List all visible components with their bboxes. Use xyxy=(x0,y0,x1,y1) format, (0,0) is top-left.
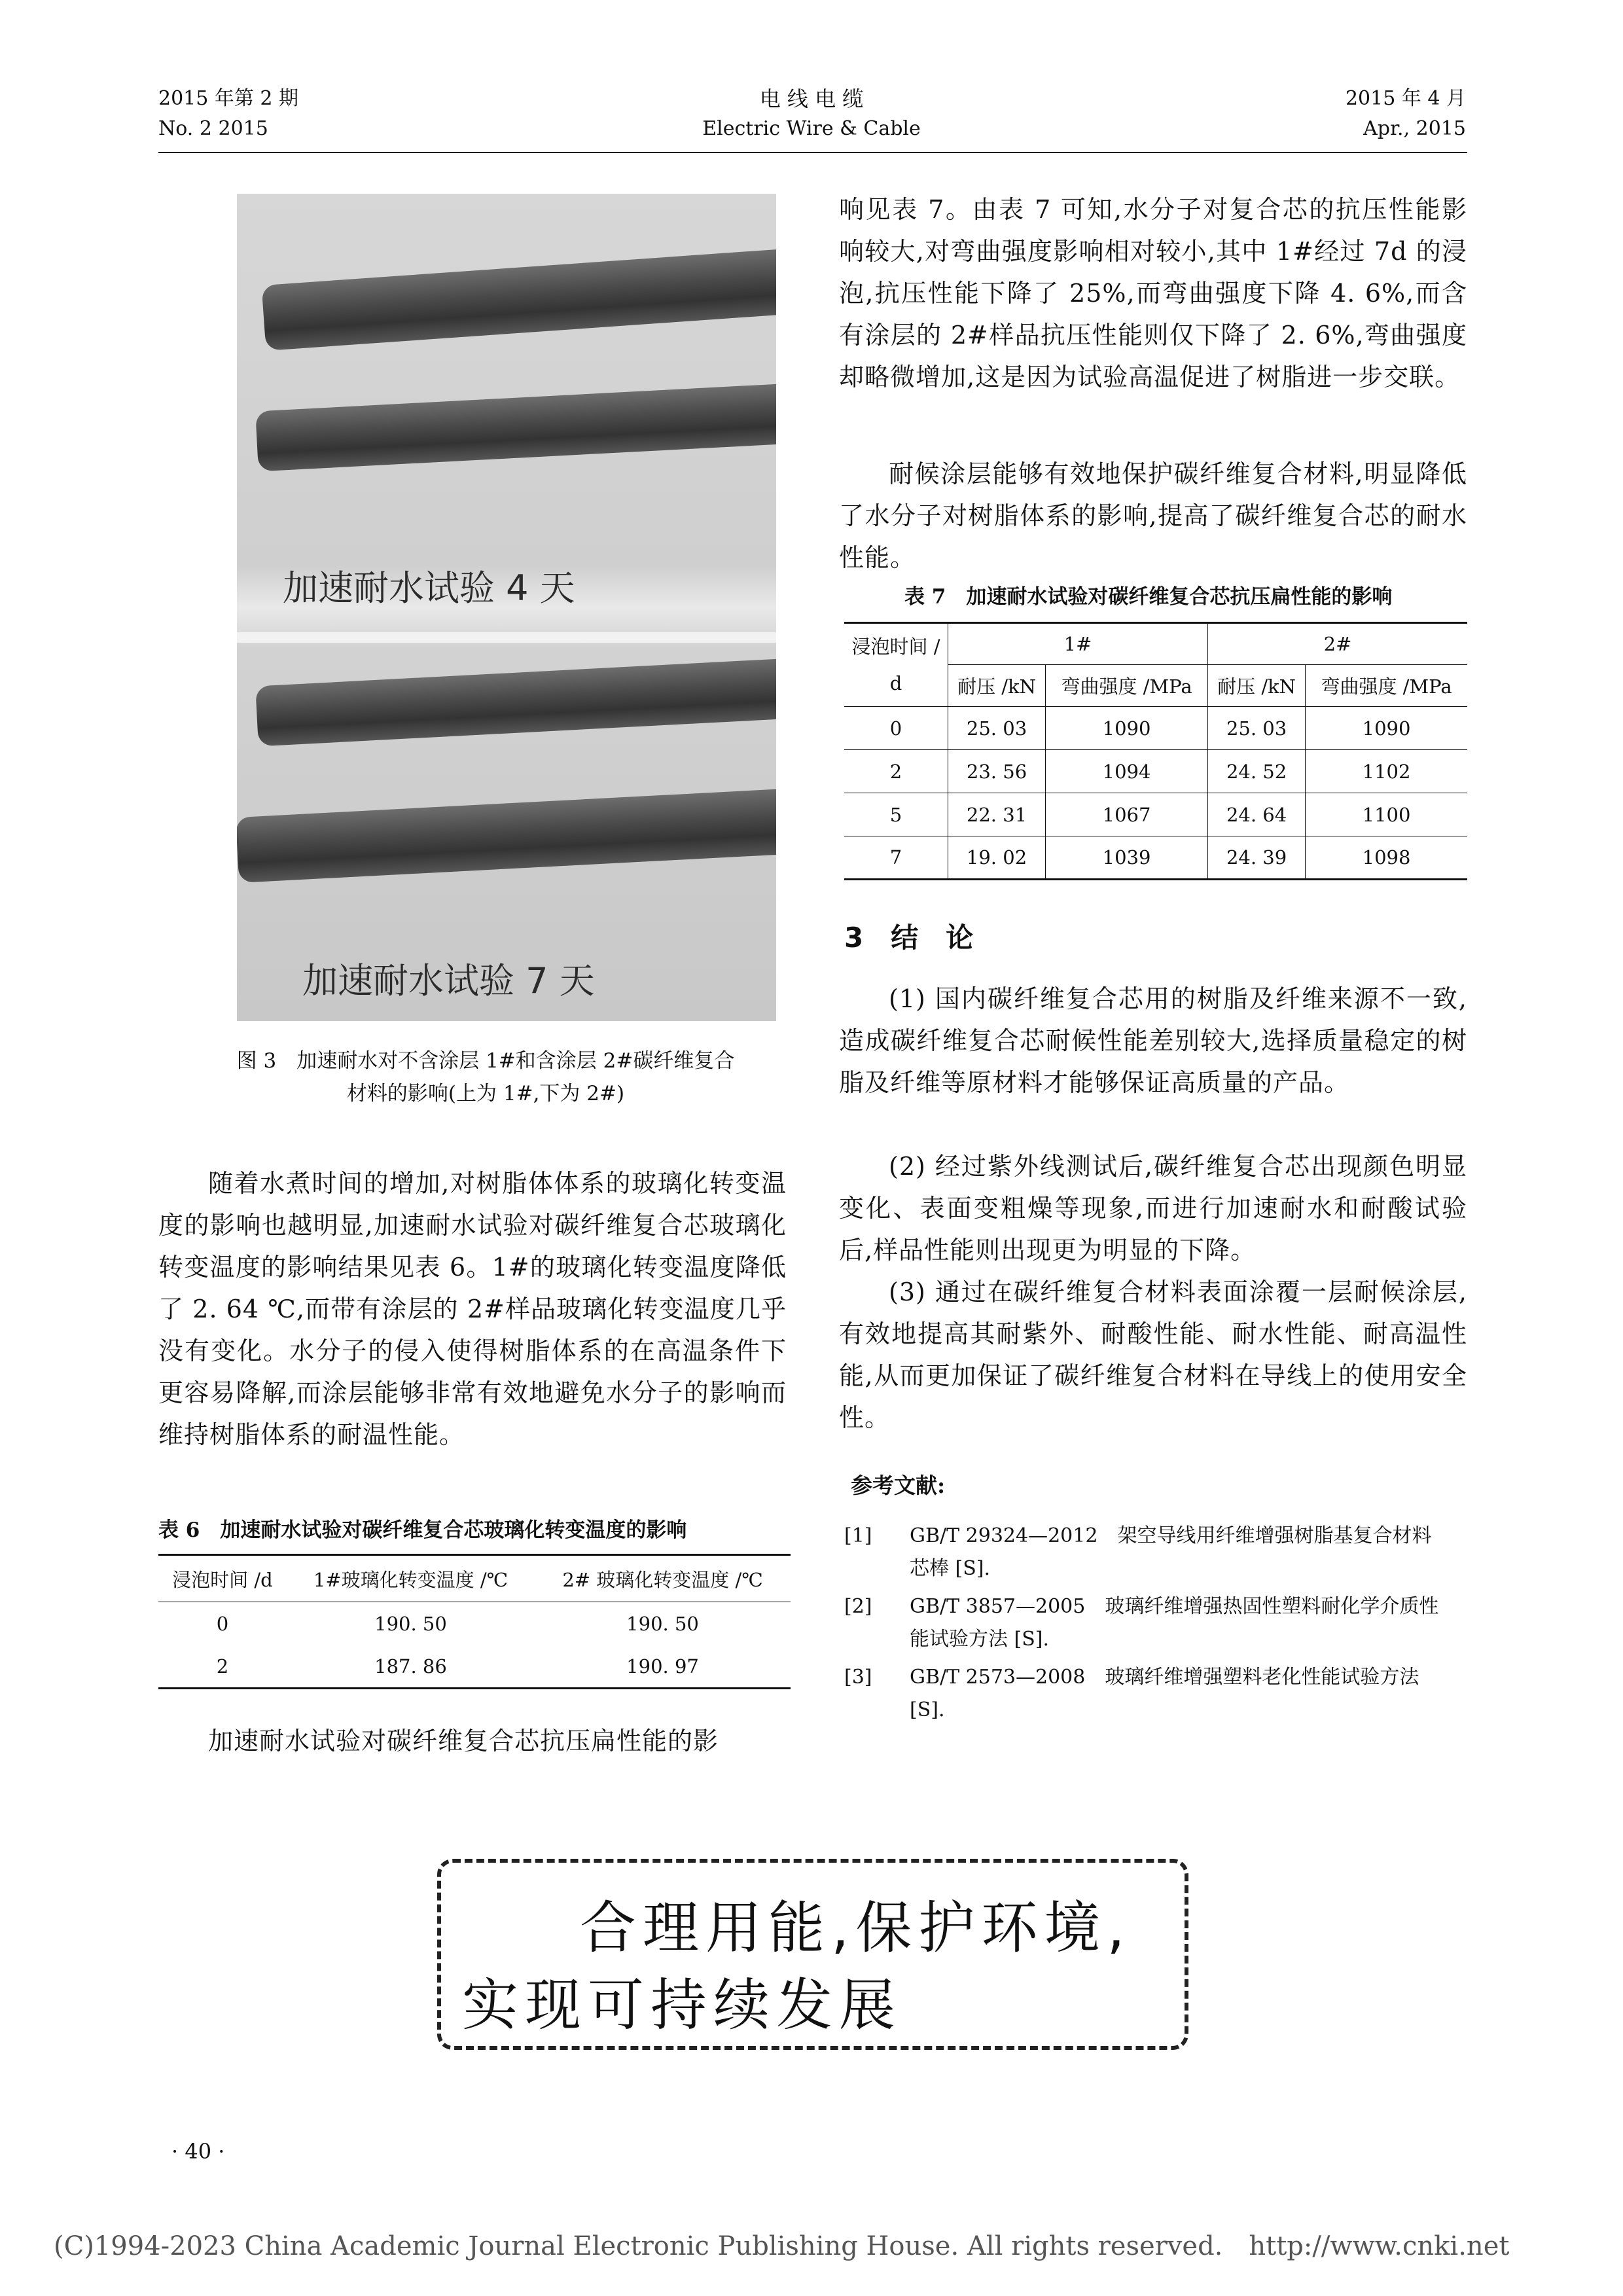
rod-1b xyxy=(255,382,776,472)
table-row xyxy=(158,1645,791,1689)
reference-number: [1] xyxy=(844,1524,872,1547)
right-paragraph-2: 耐候涂层能够有效地保护碳纤维复合材料,明显降低了水分子对树脂体系的影响,提高了碳纤维复合芯的耐水性能。 xyxy=(839,459,1467,572)
header-rule xyxy=(158,152,1467,153)
table7-cell: 1039 xyxy=(1046,836,1208,880)
journal-title: 电 线 电 缆 xyxy=(759,86,864,111)
table-row xyxy=(844,793,1467,836)
header-left xyxy=(158,84,298,144)
table7-cell: 1094 xyxy=(1046,750,1208,793)
issue-date-en: Apr., 2015 xyxy=(1363,117,1466,140)
issue-label: 2015 年第 2 期 xyxy=(158,87,299,110)
table7-cell: 24. 64 xyxy=(1208,793,1306,836)
reference-line: 能试验方法 [S]. xyxy=(910,1628,1050,1651)
reference-number: [3] xyxy=(844,1666,872,1689)
table6-cell: 2 xyxy=(216,1655,229,1677)
reference-line: GB/T 29324—2012 架空导线用纤维增强树脂基复合材料 xyxy=(910,1524,1432,1547)
table7-subheader: 弯曲强度 /MPa xyxy=(1046,665,1208,707)
table6-title: 表 6 加速耐水试验对碳纤维复合芯玻璃化转变温度的影响 xyxy=(158,1518,687,1542)
table7-cell: 23. 56 xyxy=(948,750,1046,793)
header-right xyxy=(1270,84,1466,144)
table7-cell: 5 xyxy=(844,793,948,836)
slogan-box xyxy=(437,1859,1188,2050)
table7-group-2: 2# xyxy=(1208,623,1467,665)
table7-cell: 1090 xyxy=(1046,707,1208,750)
reference-line: 芯棒 [S]. xyxy=(910,1557,991,1580)
table7-group-1: 1# xyxy=(948,623,1208,665)
table6-cell: 0 xyxy=(216,1612,229,1635)
paper-divider xyxy=(237,632,776,643)
table6-header-row xyxy=(158,1555,791,1602)
table6 xyxy=(158,1554,791,1689)
figure3-caption xyxy=(158,1045,813,1110)
table7-cell: 1098 xyxy=(1362,846,1411,869)
table7-header-row-1 xyxy=(844,623,1467,665)
figure3-photo xyxy=(237,194,776,1021)
copyright-footer: (C)1994-2023 China Academic Journal Electronic Publishing House. All rights reserved. http://www.cnki.net xyxy=(54,2231,1510,2261)
figure3-label-7days: 加速耐水试验 7 天 xyxy=(302,960,595,1001)
table7-cell: 0 xyxy=(844,707,948,750)
conclusion-item-1: (1) 国内碳纤维复合芯用的树脂及纤维来源不一致,造成碳纤维复合芯耐候性能差别较大,选择质量稳定的树脂及纤维等原材料才能够保证高质量的产品。 xyxy=(839,984,1467,1097)
header-center xyxy=(615,84,1008,144)
page-number: · 40 · xyxy=(171,2139,225,2164)
reference-item xyxy=(844,1520,1467,1585)
issue-label-en: No. 2 2015 xyxy=(158,117,268,140)
table7-corner-header xyxy=(844,623,948,707)
reference-line: [S]. xyxy=(910,1698,945,1721)
table7-cell: 7 xyxy=(844,836,948,880)
table7-subheader: 弯曲强度 /MPa xyxy=(1321,675,1452,698)
slogan-line2: 实现可持续发展 xyxy=(462,1973,902,2038)
rod-2b xyxy=(237,787,776,883)
table6-header-cell: 浸泡时间 /d xyxy=(172,1568,273,1591)
table7-cell: 24. 52 xyxy=(1208,750,1306,793)
conclusion-item-2: (2) 经过紫外线测试后,碳纤维复合芯出现颜色明显变化、表面变粗燥等现象,而进行加速耐水和耐酸试验后,样品性能则出现更为明显的下降。 xyxy=(839,1152,1467,1265)
table7-corner-line1: 浸泡时间 / xyxy=(851,636,940,658)
figure3-label-4days: 加速耐水试验 4 天 xyxy=(283,567,575,609)
reference-item xyxy=(844,1590,1467,1656)
table6-cell: 187. 86 xyxy=(374,1655,447,1677)
section3-heading: 3 结 论 xyxy=(844,922,974,954)
table7-subheader: 耐压 /kN xyxy=(1208,665,1306,707)
table-row xyxy=(844,707,1467,750)
reference-number: [2] xyxy=(844,1595,872,1618)
figure3-caption-line1: 图 3 加速耐水对不含涂层 1#和含涂层 2#碳纤维复合 xyxy=(236,1049,735,1073)
table6-cell: 190. 97 xyxy=(626,1655,699,1677)
table7-cell: 1100 xyxy=(1362,803,1411,826)
reference-item xyxy=(844,1661,1467,1727)
table7-cell: 22. 31 xyxy=(948,793,1046,836)
slogan-line1: 合理用能,保护环境, xyxy=(580,1895,1132,1961)
table6-header-cell: 1#玻璃化转变温度 /℃ xyxy=(313,1568,508,1591)
rod-2a xyxy=(255,657,776,747)
journal-title-en: Electric Wire & Cable xyxy=(702,117,921,140)
table7-cell: 2 xyxy=(844,750,948,793)
table-row xyxy=(844,836,1467,880)
table7-cell: 1102 xyxy=(1362,760,1411,783)
table7-cell: 25. 03 xyxy=(1208,707,1306,750)
references-list xyxy=(844,1520,1467,1727)
table6-header-cell: 2# 玻璃化转变温度 /℃ xyxy=(562,1568,763,1591)
left-paragraph-2: 加速耐水试验对碳纤维复合芯抗压扁性能的影 xyxy=(208,1727,719,1755)
table7-subheader: 耐压 /kN xyxy=(948,665,1046,707)
right-paragraph-1: 响见表 7。由表 7 可知,水分子对复合芯的抗压性能影响较大,对弯曲强度影响相对较小,其中 1#经过 7d 的浸泡,抗压性能下降了 25%,而弯曲强度下降 4. 6%,而含有涂层的 2#样品抗压性能则仅下降了 2. 6%,弯曲强度却略微增加,这是因为试验高温促进了树脂进一步交联。 xyxy=(839,195,1467,391)
reference-line: GB/T 3857—2005 玻璃纤维增强热固性塑料耐化学介质性 xyxy=(910,1595,1439,1618)
table7-title: 表 7 加速耐水试验对碳纤维复合芯抗压扁性能的影响 xyxy=(904,585,1393,609)
table7-corner-line2: d xyxy=(889,672,902,694)
conclusion-item-3: (3) 通过在碳纤维复合材料表面涂覆一层耐候涂层,有效地提高其耐紫外、耐酸性能、耐水性能、耐高温性能,从而更加保证了碳纤维复合材料在导线上的使用安全性。 xyxy=(839,1278,1467,1432)
table-row xyxy=(844,750,1467,793)
table6-cell: 190. 50 xyxy=(626,1612,699,1635)
table7-cell: 1090 xyxy=(1362,717,1411,740)
reference-line: GB/T 2573—2008 玻璃纤维增强塑料老化性能试验方法 xyxy=(910,1666,1419,1689)
figure3-caption-line2: 材料的影响(上为 1#,下为 2#) xyxy=(346,1082,625,1105)
rod-1a xyxy=(262,246,776,351)
table7-cell: 1067 xyxy=(1046,793,1208,836)
table6-cell: 190. 50 xyxy=(374,1612,447,1635)
table7-cell: 24. 39 xyxy=(1208,836,1306,880)
left-paragraph-1: 随着水煮时间的增加,对树脂体体系的玻璃化转变温度的影响也越明显,加速耐水试验对碳纤维复合芯玻璃化转变温度的影响结果见表 6。1#的玻璃化转变温度降低了 2. 64 ℃,而带有涂层的 2#样品玻璃化转变温度几乎没有变化。水分子的侵入使得树脂体系的在高温条件下更容易降解,而涂层能够非常有效地避免水分子的影响而维持树脂体系的耐温性能。 xyxy=(158,1169,787,1449)
issue-date: 2015 年 4 月 xyxy=(1345,87,1466,110)
references-heading: 参考文献: xyxy=(851,1473,946,1498)
table-row xyxy=(158,1602,791,1645)
table7-cell: 19. 02 xyxy=(948,836,1046,880)
table7-cell: 25. 03 xyxy=(948,707,1046,750)
table7 xyxy=(844,622,1467,880)
